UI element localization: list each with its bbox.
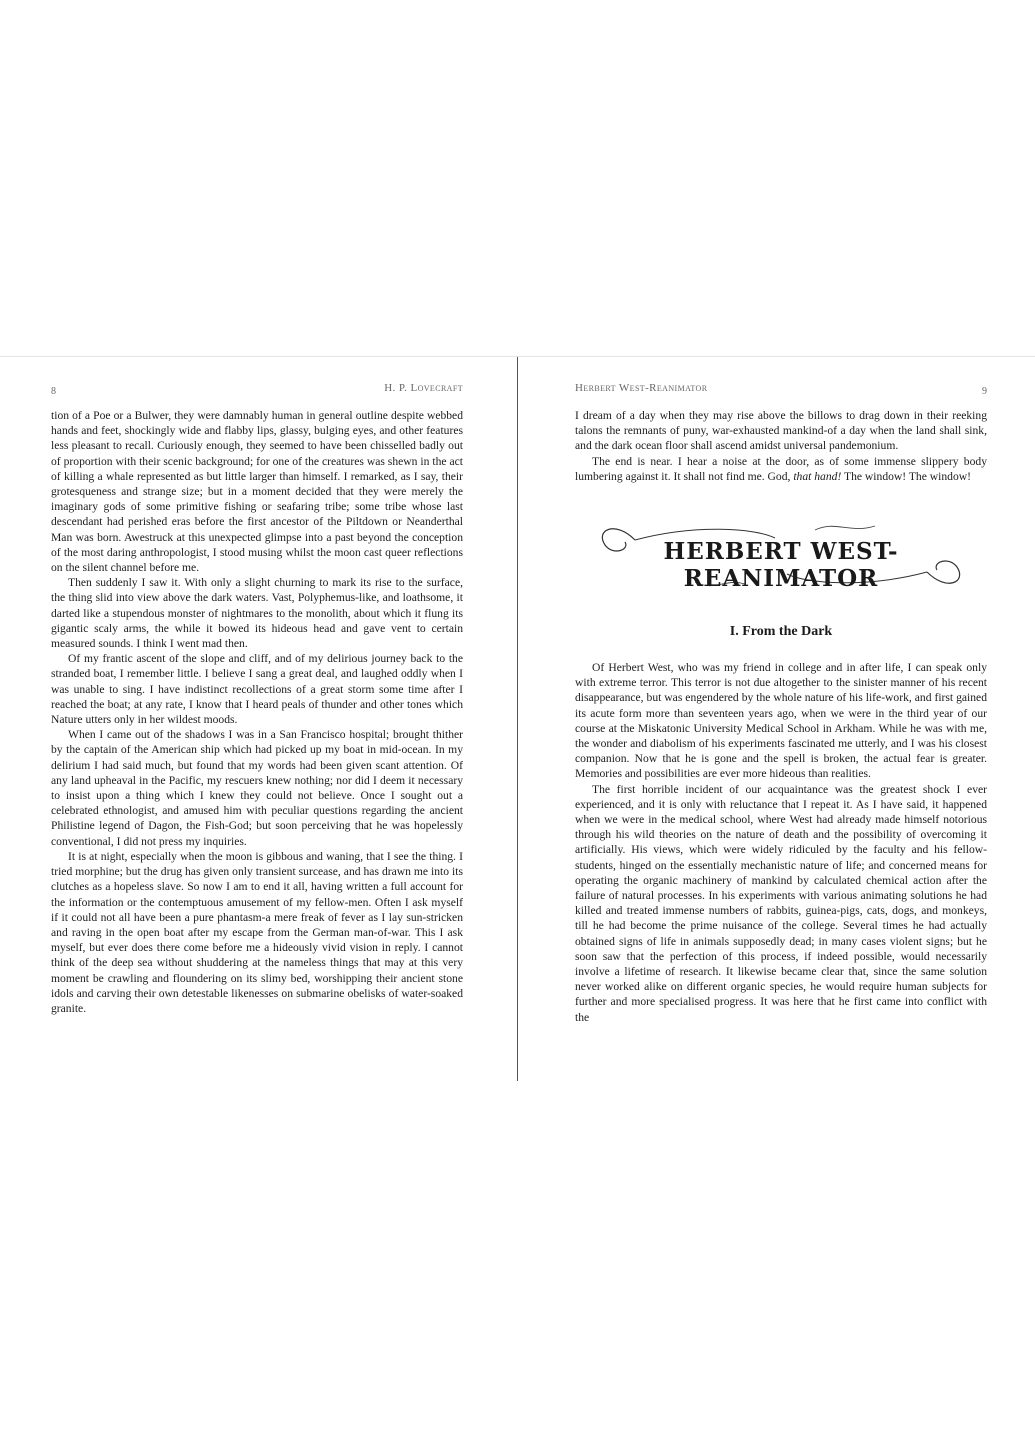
paragraph: tion of a Poe or a Bulwer, they were damnably human in general outline despite webbed hands and feet, shockingly wide and flabby lips, glassy, bulging eyes, and other features less pleasant to recall. Curiously enough, they seemed to have been chisselled badly out of proportion with their scenic background; for one of the creatures was shewn in the act of killing a whale represented as but little larger than himself. I remarked, as I say, their grotesqueness and strange size; but in a moment decided that they were merely the imaginary gods of some primitive fishing or seafaring tribe; some tribe whose last descendant had perished eras before the first ancestor of the Piltdown or Neanderthal Man was born. Awestruck at this unexpected glimpse into a past beyond the conception of the most daring anthropologist, I stood musing whilst the moon cast queer reflections on the silent channel before me.: [51, 409, 463, 575]
paragraph: It is at night, especially when the moon is gibbous and waning, that I see the thing. I tried morphine; but the drug has given only transient surcease, and has drawn me into its clutches as a hopeless slave. So now I am to end it all, having written a full account for the information or the contemptuous amusement of my fellow-men. Often I ask myself if it could not all have been a pure phantasm-a mere freak of fever as I lay sun-stricken and raving in the open boat after my escape from the German man-of-war. This I ask myself, but ever does there come before me a hideously vivid vision in reply. I cannot think of the deep sea without shuddering at the nameless things that may at this very moment be crawling and floundering on its slimy bed, worshipping their ancient stone idols and carving their own detestable likenesses on submarine obelisks of water-soaked granite.: [51, 849, 463, 1015]
chapter-title-banner: [575, 510, 987, 602]
paragraph: When I came out of the shadows I was in a San Francisco hospital; brought thither by the captain of the American ship which had picked up my boat in mid-ocean. In my delirium I had said much, but found that my words had been given scant attention. Of any land upheaval in the Pacific, my rescuers knew nothing; nor did I deem it necessary to insist upon a thing which I knew they could not believe. Once I sought out a celebrated ethnologist, and amused him with peculiar questions regarding the ancient Philistine legend of Dagon, the Fish-God; but soon perceiving that he was hopelessly conventional, I did not press my inquiries.: [51, 728, 463, 848]
right-intro-text: [575, 408, 987, 484]
paragraph: The first horrible incident of our acquaintance was the greatest shock I ever experienced, and it is only with reluctance that I repeat it. As I have said, it happened when we were in the medical school, where West had already made himself notorious through his wild theories on the nature of death and the possibility of overcoming it artificially. His views, which were widely ridiculed by the faculty and his fellow-students, hinged on the essentially mechanistic nature of life; and concerned means for operating the organic machinery of mankind by calculated chemical action after the failure of natural processes. In his experiments with various animating solutions he had killed and treated immense numbers of rabbits, guinea-pigs, cats, dogs, and monkeys, till he had become the prime nuisance of the college. Several times he had actually obtained signs of life in animals supposedly dead; in many cases violent signs; but he soon saw that the perfection of this process, if indeed possible, would necessarily involve a lifetime of research. It likewise became clear that, since the same solution never worked alike on different organic species, he would require human subjects for further and more specialised progress. It was here that he first came into conflict with the: [575, 782, 987, 1024]
right-running-head: [575, 380, 987, 400]
story-running-head: Herbert West-Reanimator: [575, 382, 708, 394]
paragraph-text: The window! The window!: [841, 469, 971, 483]
paragraph: Of Herbert West, who was my friend in college and in after life, I can speak only with extreme terror. This terror is not due altogether to the sinister manner of his recent disappearance, but was engendered by the whole nature of his life-work, and first gained its acute form more than seventeen years ago, when we were in the third year of our course at the Miskatonic University Medical School in Arkham. While he was with me, the wonder and diabolism of his experiments fascinated me utterly, and I was his closest companion. Now that he is gone and the spell is broken, the actual fear is greater. Memories and possibilities are ever more hideous than realities.: [575, 661, 987, 781]
page-number: 9: [982, 386, 987, 397]
paragraph: I dream of a day when they may rise above the billows to drag down in their reeking talons the remnants of puny, war-exhausted mankind-of a day when the land shall sink, and the dark ocean floor shall ascend amidst universal pandemonium.: [575, 409, 987, 453]
page-number: 8: [51, 386, 56, 397]
book-gutter: [517, 357, 518, 1081]
paragraph: [575, 454, 987, 484]
author-running-head: H. P. Lovecraft: [384, 382, 463, 394]
paragraph-text: The end is near. I hear a noise at the door, as of some immense slippery body lumbering against it. It shall not find me. God,: [575, 454, 987, 483]
right-body-text: [575, 660, 987, 1025]
paragraph: Of my frantic ascent of the slope and cliff, and of my delirious journey back to the stranded boat, I remember little. I believe I sang a great deal, and laughed oddly when I was unable to sing. I have indistinct recollections of a great storm some time after I reached the boat; at any rate, I know that I heard peals of thunder and other tones which Nature utters only in her wildest moods.: [51, 652, 463, 727]
left-running-head: [51, 380, 463, 400]
left-body-text: [51, 408, 463, 1016]
section-heading: I. From the Dark: [729, 624, 833, 640]
left-page: [51, 380, 463, 1016]
chapter-title: HERBERT WEST-REANIMATOR: [663, 538, 899, 593]
right-page: [575, 380, 987, 1025]
paragraph: Then suddenly I saw it. With only a slight churning to mark its rise to the surface, the thing slid into view above the dark waters. Vast, Polyphemus-like, and loathsome, it darted like a stupendous monster of nightmares to the monolith, about which it flung its gigantic scaly arms, the while it bowed its hideous head and gave vent to certain measured sounds. I think I went mad then.: [51, 576, 463, 651]
emphasis-text: that hand!: [793, 469, 842, 483]
